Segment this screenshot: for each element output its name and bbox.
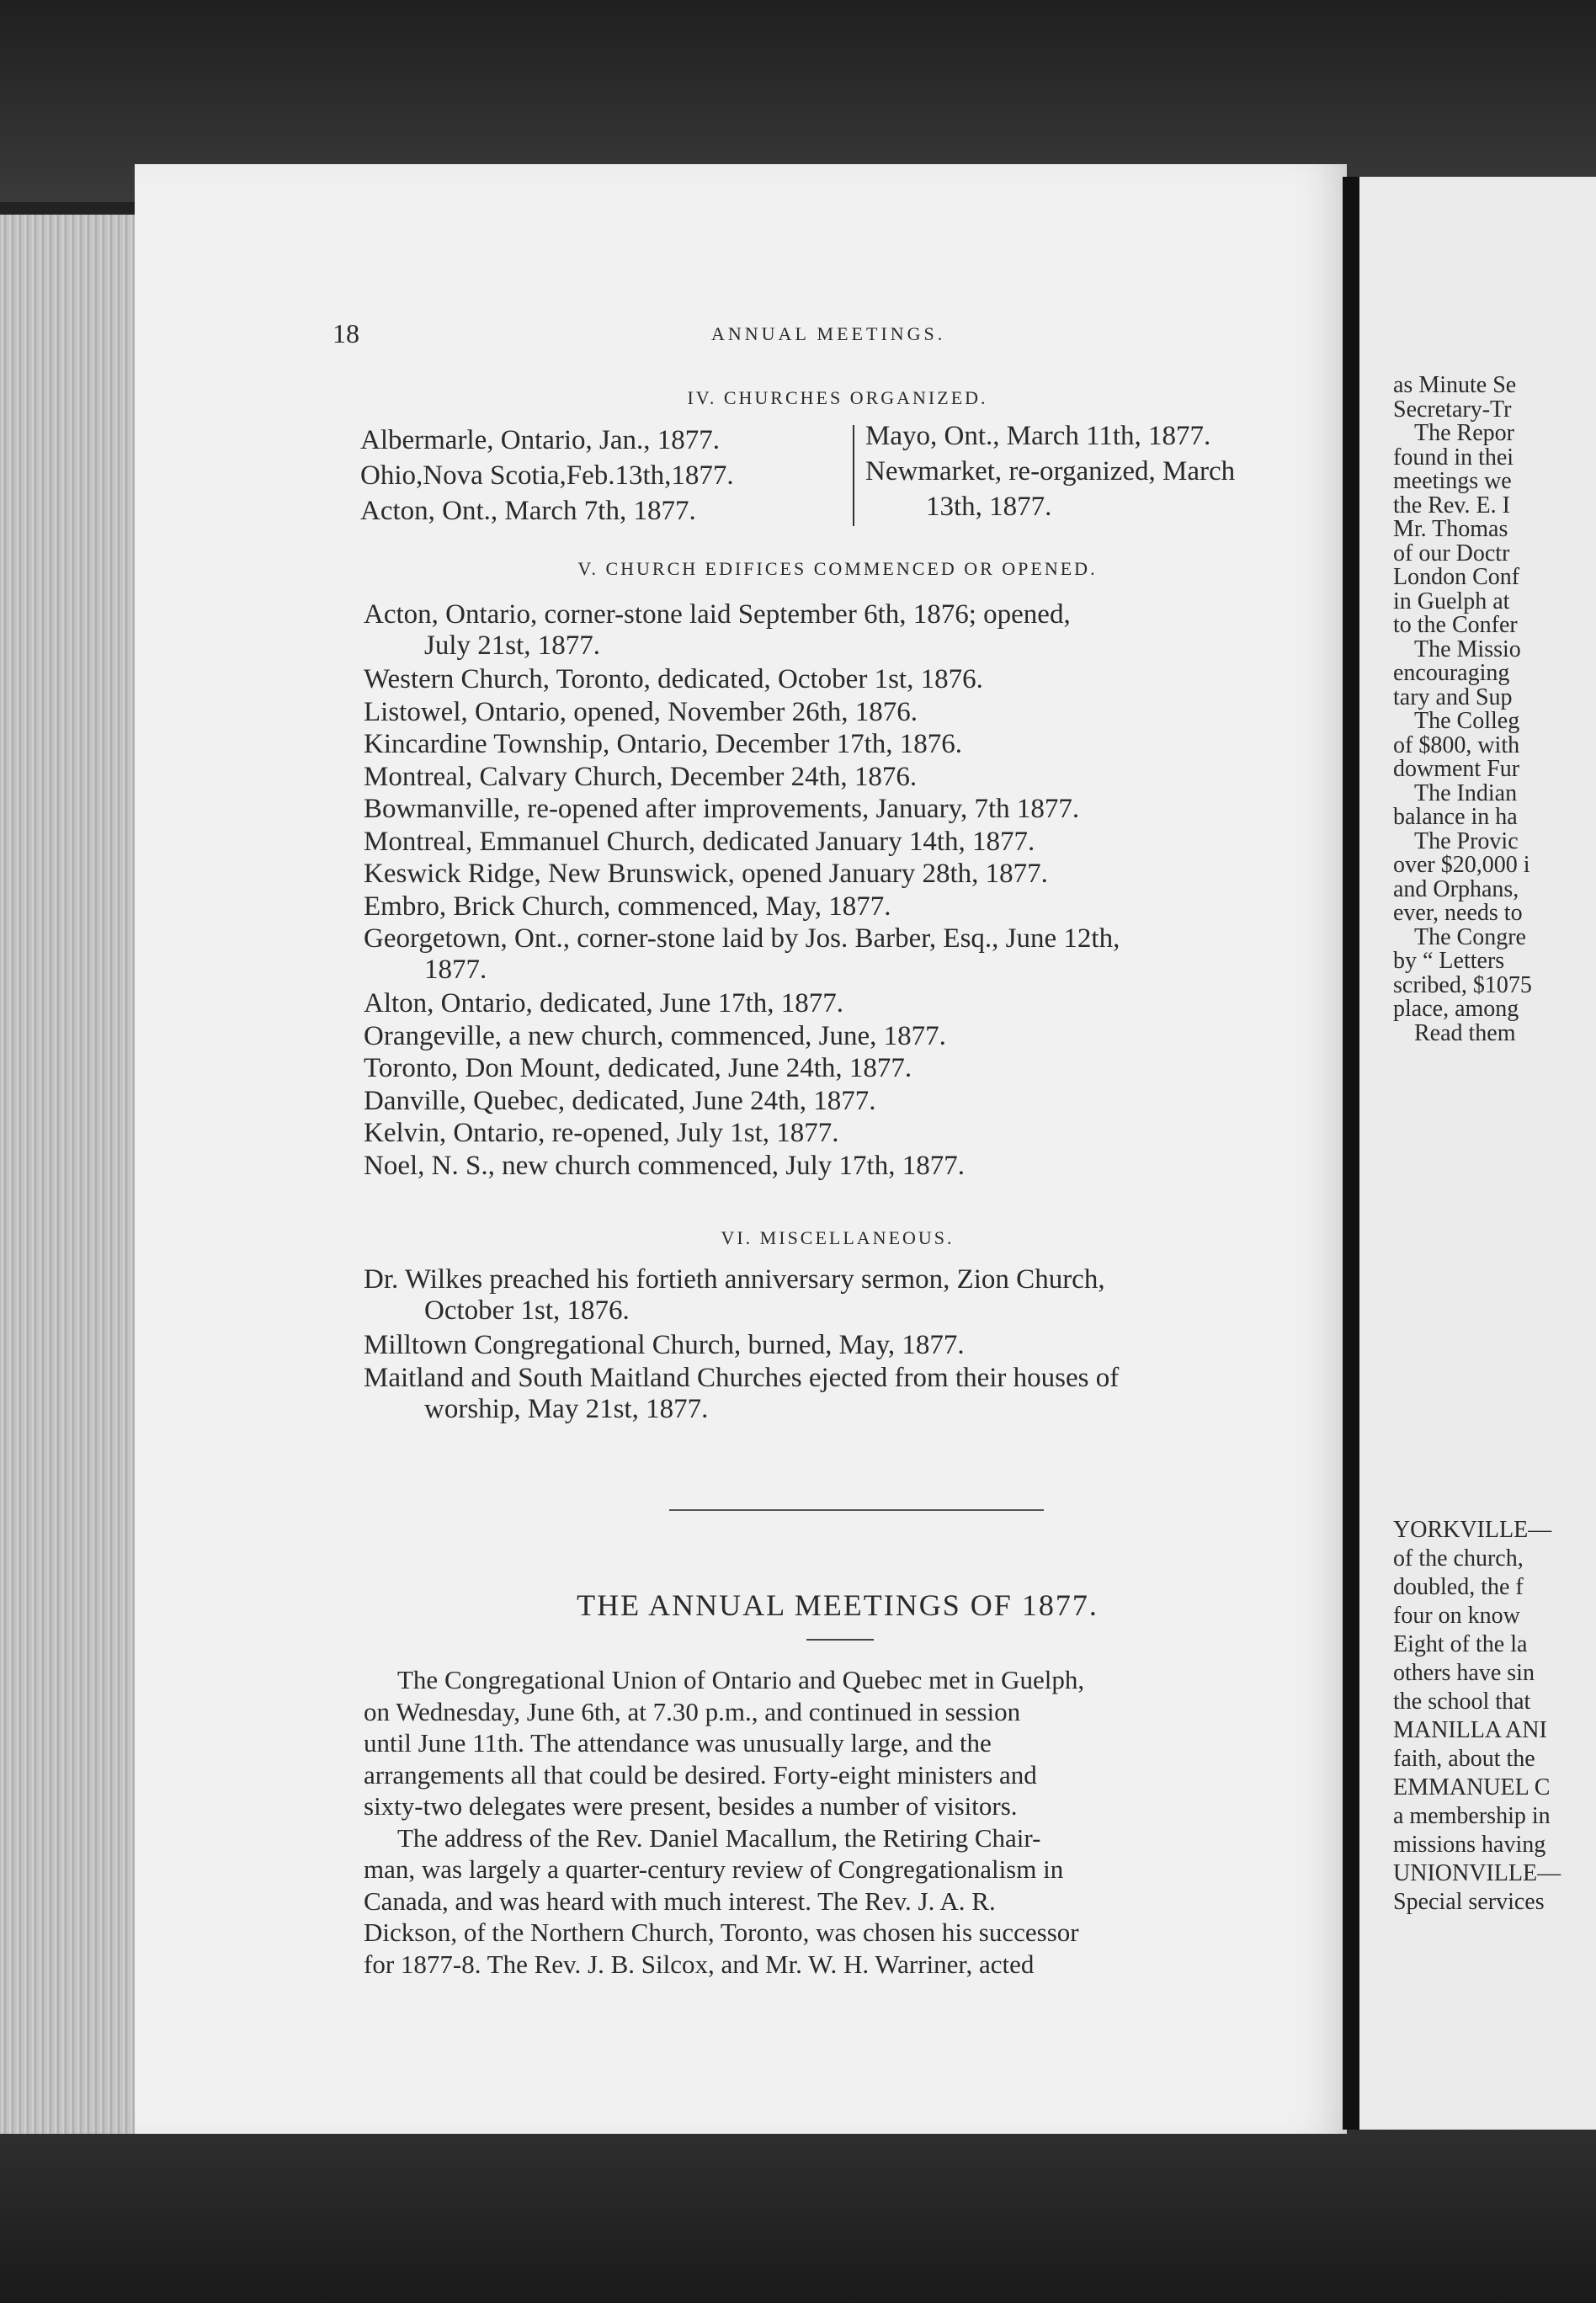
edifice-entry: [364, 891, 891, 923]
section-vi-heading: VI. MISCELLANEOUS.: [721, 1227, 955, 1248]
book-gutter: [1343, 177, 1359, 2130]
edifice-entry-text: Keswick Ridge, New Brunswick, opened January 28th, 1877.: [364, 859, 1048, 889]
section-v-heading: V. CHURCH EDIFICES COMMENCED OR OPENED.: [577, 558, 1098, 579]
edifice-entry-text: Listowel, Ontario, opened, November 26th, 1876.: [364, 696, 918, 727]
column-divider: [853, 425, 854, 526]
edifice-entry-continuation: July 21st, 1877.: [424, 630, 601, 661]
miscellaneous-entry-continuation: worship, May 21st, 1877.: [424, 1394, 709, 1424]
article-line: sixty-two delegates were present, besides a number of visitors.: [364, 1791, 1018, 1821]
right-page-line: as Minute Se: [1393, 372, 1517, 398]
edifice-entry: [364, 794, 1079, 825]
church-organized-entry: Acton, Ont., March 7th, 1877.: [360, 496, 696, 526]
article-line: Dickson, of the Northern Church, Toronto, was chosen his successor: [364, 1917, 1079, 1947]
edifice-entry-text: Orangeville, a new church, commenced, June, 1877.: [364, 1020, 946, 1051]
edifice-entry-text: Embro, Brick Church, commenced, May, 1877.: [364, 891, 891, 922]
miscellaneous-entry: [364, 1363, 1119, 1425]
right-page-line: of our Doctr: [1393, 540, 1510, 566]
right-page-line: The Missio: [1414, 636, 1521, 662]
right-page-line: Eight of the la: [1393, 1631, 1528, 1657]
miscellaneous-entry: [364, 1264, 1105, 1327]
article-line: on Wednesday, June 6th, at 7.30 p.m., and continued in session: [364, 1696, 1021, 1726]
edifice-entry: [364, 664, 983, 695]
article-title: THE ANNUAL MEETINGS OF 1877.: [577, 1588, 1099, 1622]
miscellaneous-entry: [364, 1330, 965, 1361]
right-page-line: balance in ha: [1393, 804, 1518, 830]
right-page-line: dowment Fur: [1393, 756, 1520, 782]
right-page-line: found in thei: [1393, 444, 1514, 471]
right-page-line: in Guelph at: [1393, 588, 1510, 614]
right-page-line: The Provic: [1414, 827, 1519, 854]
right-page-line: encouraging: [1393, 660, 1510, 686]
edifice-entry: [364, 697, 918, 728]
right-page-line: of the church,: [1393, 1545, 1524, 1572]
right-page-line: missions having: [1393, 1832, 1546, 1858]
right-page-line: a membership in: [1393, 1803, 1551, 1829]
right-page-line: to the Confer: [1393, 612, 1518, 638]
right-page-line: The Repor: [1414, 420, 1514, 446]
article-line: until June 11th. The attendance was unusually large, and the: [364, 1728, 992, 1758]
right-page-line: meetings we: [1393, 468, 1512, 494]
right-page-line: ever, needs to: [1393, 900, 1523, 926]
edifice-entry: [364, 762, 917, 793]
right-page-line: The Congre: [1414, 923, 1526, 950]
edifice-entry-text: Bowmanville, re-opened after improvements, January, 7th 1877.: [364, 794, 1080, 824]
edifice-entry-text: Montreal, Calvary Church, December 24th, 1876.: [364, 761, 918, 792]
article-line: for 1877-8. The Rev. J. B. Silcox, and Mr. W. H. Warriner, acted: [364, 1949, 1035, 1979]
right-page-line: four on know: [1393, 1603, 1520, 1629]
right-page-line: The Colleg: [1414, 708, 1520, 734]
edifice-entry: [364, 1021, 946, 1052]
section-divider: [669, 1509, 1044, 1511]
miscellaneous-entry-text: Milltown Congregational Church, burned, May, 1877.: [364, 1330, 965, 1360]
edifice-entry-continuation: 1877.: [424, 955, 487, 985]
edifice-entry: [364, 599, 1071, 662]
article-line: arrangements all that could be desired. Forty-eight ministers and: [364, 1759, 1037, 1790]
right-page-line: YORKVILLE—: [1393, 1517, 1552, 1543]
church-organized-entry: Ohio,Nova Scotia,Feb.13th,1877.: [360, 460, 734, 491]
right-page-line: doubled, the f: [1393, 1574, 1524, 1600]
edifice-entry-text: Toronto, Don Mount, dedicated, June 24th, 1877.: [364, 1053, 912, 1083]
church-organized-entry: 13th, 1877.: [926, 492, 1052, 522]
edifice-entry: [364, 859, 1048, 890]
edifice-entry: [364, 827, 1035, 858]
article-line: The Congregational Union of Ontario and Quebec met in Guelph,: [397, 1665, 1085, 1694]
article-line: man, was largely a quarter-century review of Congregationalism in: [364, 1854, 1064, 1884]
book-page-edges: [0, 215, 139, 2134]
right-page-line: Read them: [1414, 1019, 1516, 1046]
right-page-line: The Indian: [1414, 779, 1518, 806]
right-page-line: UNIONVILLE—: [1393, 1860, 1561, 1886]
right-page-line: over $20,000 i: [1393, 852, 1530, 878]
church-organized-entry: Newmarket, re-organized, March: [865, 456, 1236, 487]
right-page-line: MANILLA ANI: [1393, 1717, 1547, 1743]
section-iv-heading: IV. CHURCHES ORGANIZED.: [687, 387, 988, 408]
right-page-line: Secretary-Tr: [1393, 396, 1512, 423]
edifice-entry-text: Noel, N. S., new church commenced, July 17th, 1877.: [364, 1150, 965, 1181]
right-page-line: place, among: [1393, 996, 1519, 1022]
right-page: [1359, 177, 1596, 2130]
miscellaneous-entry-continuation: October 1st, 1876.: [424, 1295, 630, 1326]
title-rule: [806, 1639, 874, 1641]
article-line: Canada, and was heard with much interest. The Rev. J. A. R.: [364, 1885, 996, 1916]
right-page-line: faith, about the: [1393, 1746, 1535, 1772]
right-page-line: tary and Sup: [1393, 683, 1513, 710]
edifice-entry: [364, 1151, 965, 1182]
right-page-line: others have sin: [1393, 1660, 1535, 1686]
right-page-line: and Orphans,: [1393, 875, 1519, 902]
edifice-entry: [364, 1118, 839, 1149]
page-number: 18: [332, 318, 359, 348]
edifice-entry: [364, 729, 962, 760]
edifice-entry-text: Georgetown, Ont., corner-stone laid by Jos. Barber, Esq., June 12th,: [364, 923, 1120, 954]
miscellaneous-entry-text: Maitland and South Maitland Churches ejected from their houses of: [364, 1363, 1120, 1393]
right-page-line: the school that: [1393, 1689, 1531, 1715]
edifice-entry: [364, 1053, 912, 1084]
edifice-entry-text: Alton, Ontario, dedicated, June 17th, 1877.: [364, 988, 844, 1019]
edifice-entry-text: Acton, Ontario, corner-stone laid September 6th, 1876; opened,: [364, 599, 1071, 630]
church-organized-entry: Mayo, Ont., March 11th, 1877.: [865, 421, 1211, 451]
article-line: The address of the Rev. Daniel Macallum, the Retiring Chair-: [397, 1822, 1041, 1853]
edifice-entry: [364, 988, 843, 1019]
right-page-line: EMMANUEL C: [1393, 1774, 1551, 1800]
right-page-line: Mr. Thomas: [1393, 516, 1508, 542]
right-page-line: scribed, $1075: [1393, 971, 1532, 998]
miscellaneous-entry-text: Dr. Wilkes preached his fortieth anniversary sermon, Zion Church,: [364, 1264, 1105, 1295]
edifice-entry: [364, 923, 1120, 986]
right-page-line: the Rev. E. I: [1393, 492, 1510, 519]
edifice-entry-text: Montreal, Emmanuel Church, dedicated January 14th, 1877.: [364, 826, 1035, 857]
edifice-entry: [364, 1086, 876, 1117]
church-organized-entry: Albermarle, Ontario, Jan., 1877.: [360, 425, 721, 455]
edifice-entry-text: Danville, Quebec, dedicated, June 24th, 1877.: [364, 1085, 876, 1116]
right-page-line: of $800, with: [1393, 731, 1520, 758]
right-page-line: London Conf: [1393, 564, 1520, 590]
right-page-line: Special services: [1393, 1889, 1545, 1915]
right-page-line: by “ Letters: [1393, 948, 1505, 974]
edifice-entry-text: Western Church, Toronto, dedicated, October 1st, 1876.: [364, 664, 983, 694]
edifice-entry-text: Kincardine Township, Ontario, December 17th, 1876.: [364, 729, 962, 759]
edifice-entry-text: Kelvin, Ontario, re-opened, July 1st, 1877.: [364, 1118, 839, 1148]
running-head-title: ANNUAL MEETINGS.: [711, 323, 946, 344]
